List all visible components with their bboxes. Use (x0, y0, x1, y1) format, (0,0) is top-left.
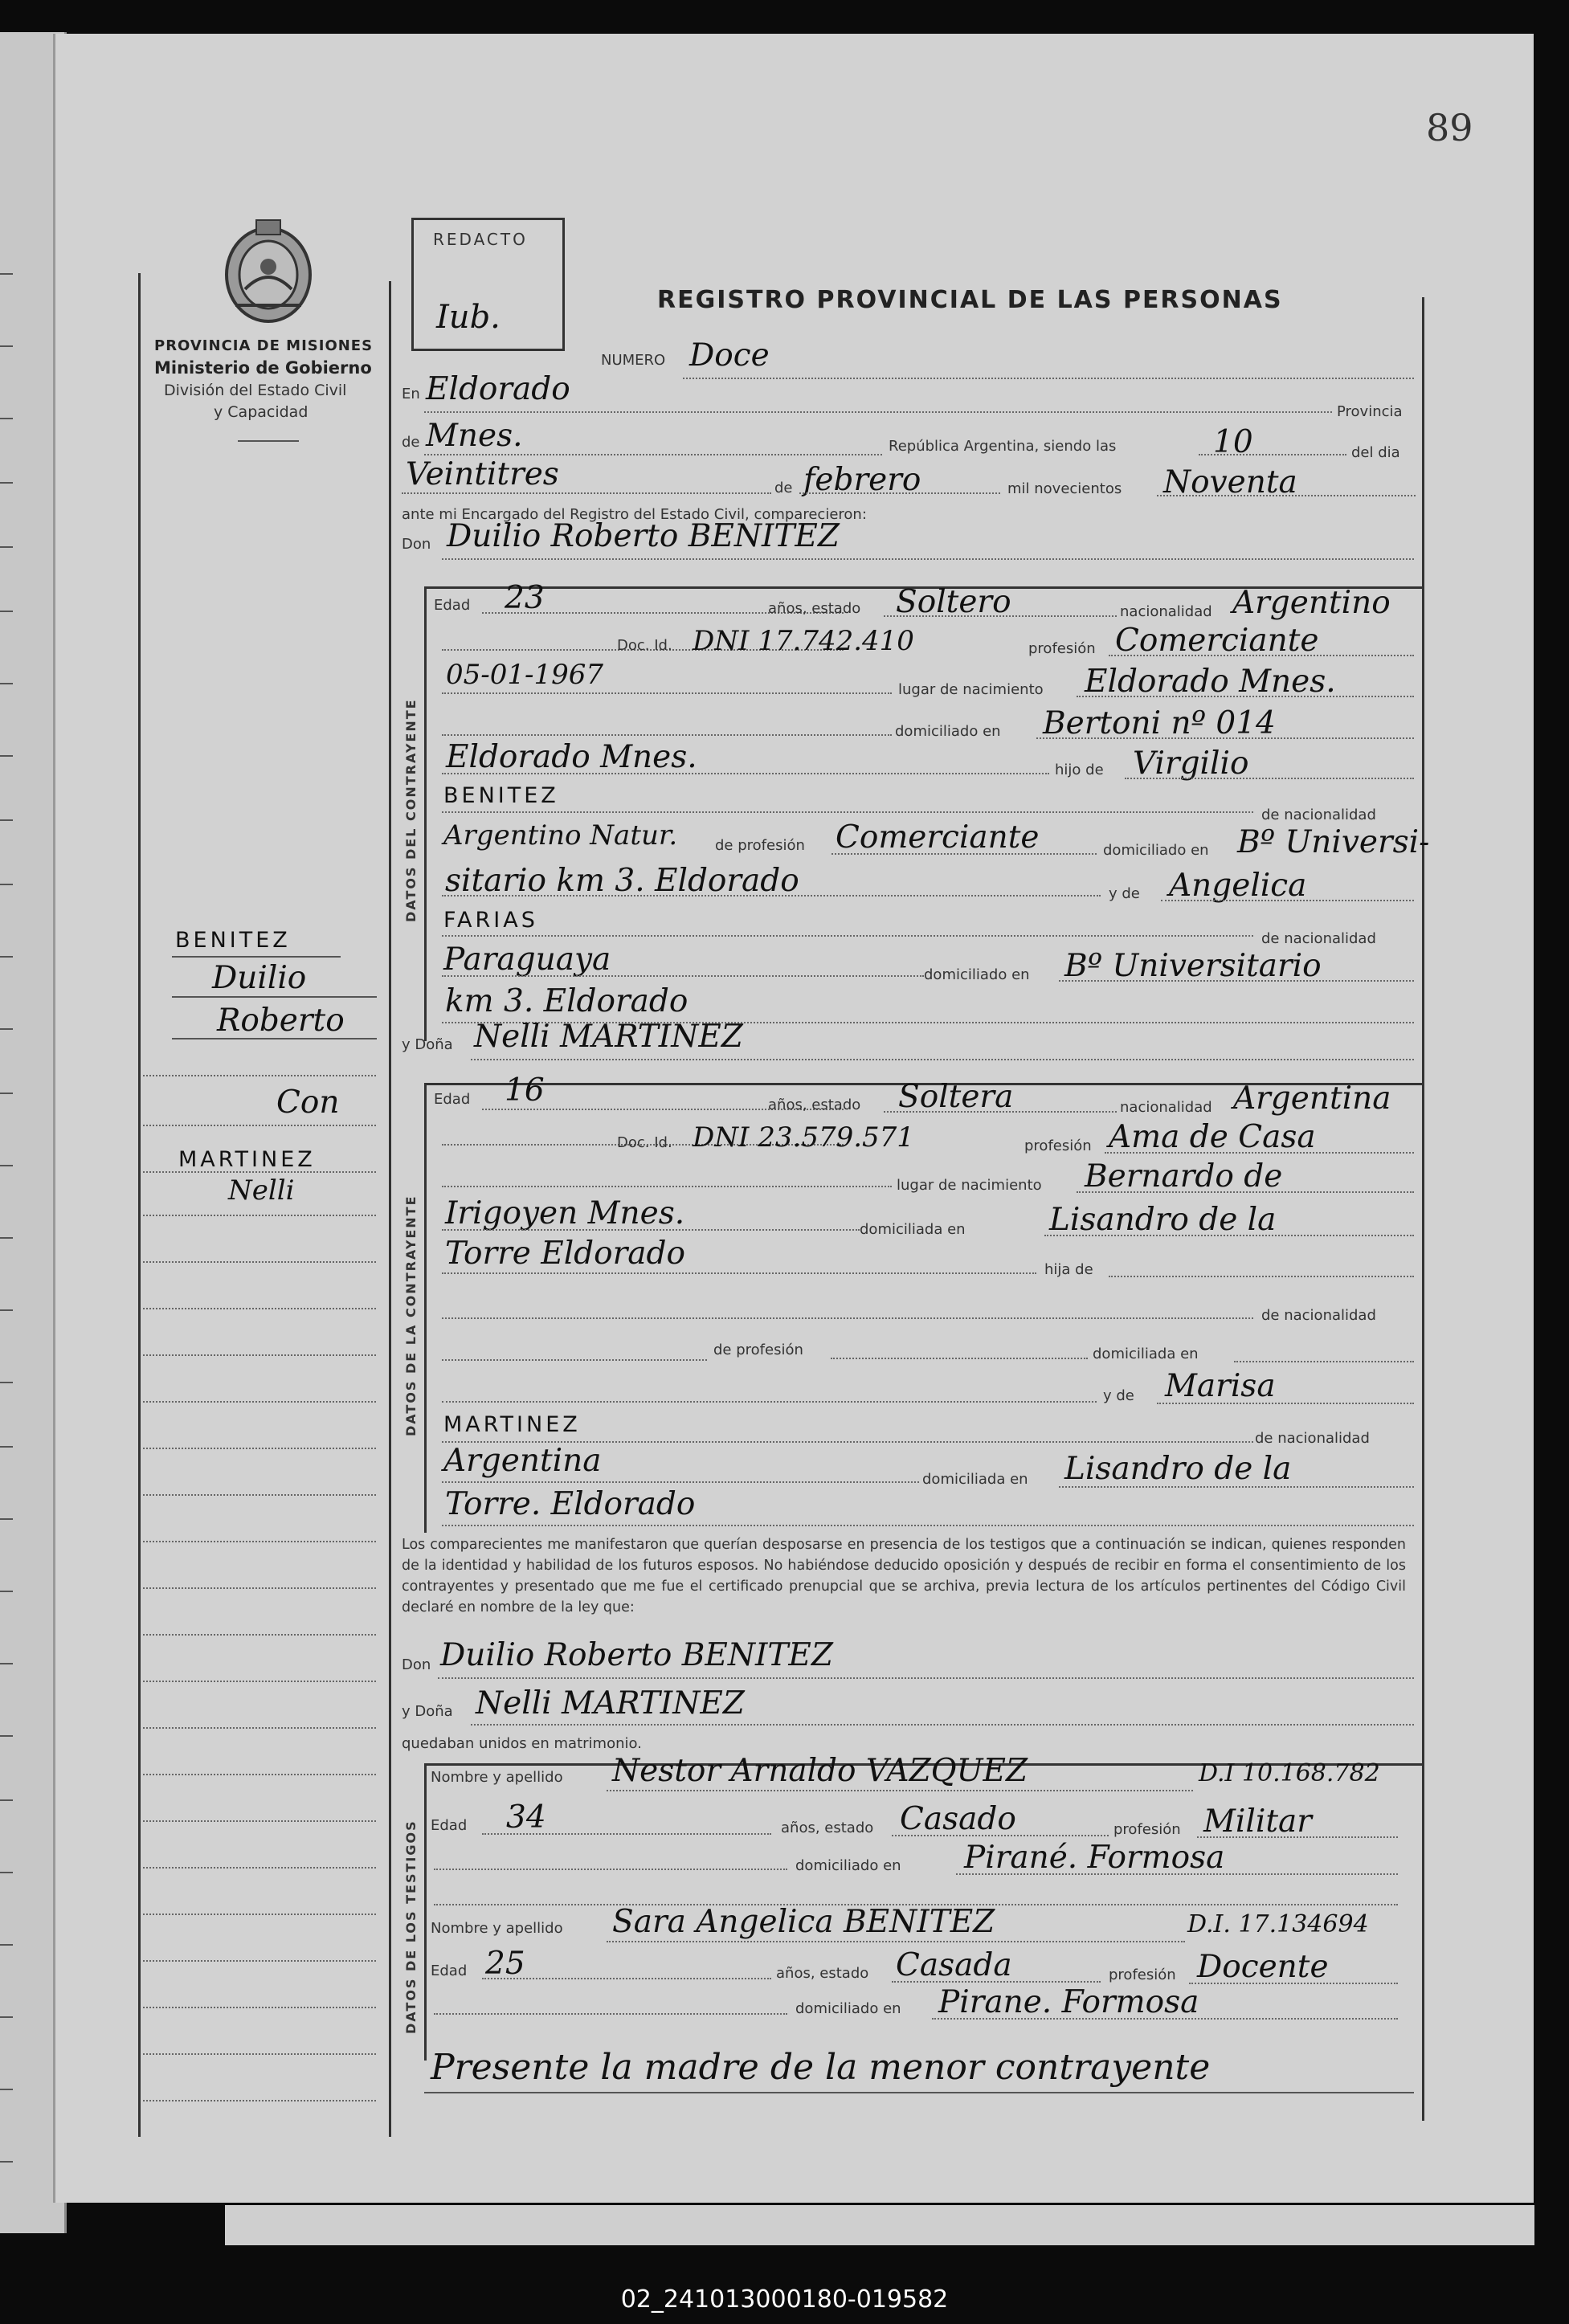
bride-lugar-nac-2: Irigoyen Mnes. (445, 1195, 685, 1231)
label-domiciliado-w1: domiciliado en (795, 1857, 901, 1874)
label-republica: República Argentina, siendo las (889, 438, 1117, 455)
groom-madre-nombre: Angelica (1169, 868, 1307, 904)
label-domiciliada-en: domiciliada en (860, 1221, 966, 1238)
witness2-nombre: Sara Angelica BENITEZ (612, 1904, 995, 1940)
margin-note-surname: BENITEZ (175, 928, 291, 953)
label-hijo-de: hijo de (1055, 762, 1104, 778)
value-dona: Nelli MARTINEZ (474, 1019, 743, 1055)
witness1-estado: Casado (900, 1801, 1016, 1837)
groom-madre-domicilio: Bº Universitario (1064, 948, 1322, 984)
bride-madre-nombre: Marisa (1165, 1368, 1276, 1404)
redacto-label: REDACTO (433, 230, 528, 249)
bride-edad: 16 (505, 1072, 545, 1109)
bride-domicilio: Lisandro de la (1049, 1202, 1277, 1238)
groom-nacionalidad: Argentino (1232, 585, 1391, 621)
value-numero: Doce (689, 337, 770, 374)
label-edad-w1: Edad (431, 1817, 468, 1834)
label-domiciliada-en-2: domiciliada en (1093, 1346, 1199, 1362)
label-de-profesion-2: de profesión (713, 1342, 803, 1358)
label-profesion-w2: profesión (1109, 1967, 1176, 1983)
label-de: de (402, 434, 420, 451)
value-don: Duilio Roberto BENITEZ (447, 518, 840, 554)
label-numero: NUMERO (601, 352, 666, 369)
division-line-1: División del Estado Civil (164, 382, 347, 399)
margin-note-second: Roberto (217, 1003, 345, 1039)
page-bottom-strip (225, 2205, 1534, 2245)
bride-estado: Soltera (898, 1079, 1014, 1115)
label-anos-estado-2: años, estado (768, 1097, 861, 1113)
coat-of-arms-icon (221, 217, 316, 325)
groom-profesion: Comerciante (1115, 623, 1319, 659)
page-number: 89 (1426, 106, 1473, 149)
label-profesion-2: profesión (1024, 1137, 1092, 1154)
bride-domicilio-2: Torre Eldorado (445, 1236, 685, 1272)
label-ante-mi: ante mi Encargado del Registro del Estado Civil, comparecieron: (402, 506, 867, 523)
label-edad: Edad (434, 597, 471, 614)
division-line-2: y Capacidad (214, 403, 308, 421)
groom-estado: Soltero (896, 584, 1011, 620)
label-doc-id-2: Doc. Id. (617, 1134, 672, 1151)
witness2-estado: Casada (896, 1947, 1012, 1983)
ministry-header: Ministerio de Gobierno (154, 358, 372, 378)
label-dona: y Doña (402, 1036, 453, 1053)
bride-madre-nacionalidad: Argentina (443, 1443, 602, 1479)
groom-padre-profesion: Comerciante (836, 819, 1040, 856)
groom-domicilio-2: Eldorado Mnes. (446, 739, 697, 775)
witness2-profesion: Docente (1197, 1949, 1329, 1985)
value-mes: febrero (803, 462, 921, 498)
label-nacionalidad: nacionalidad (1120, 603, 1212, 620)
final-don: Duilio Roberto BENITEZ (440, 1637, 834, 1673)
label-y-de-2: y de (1103, 1387, 1134, 1404)
label-domiciliado-en-2: domiciliado en (1103, 842, 1209, 859)
margin-note-first: Duilio (212, 960, 307, 996)
value-dia: Veintitres (406, 456, 559, 492)
groom-fecha-nac: 05-01-1967 (446, 659, 604, 691)
scan-id-footer: 02_241013000180-019582 (620, 2285, 949, 2314)
label-de-mes: de (774, 480, 793, 496)
label-domiciliado-en-3: domiciliado en (924, 966, 1030, 983)
label-de-nacionalidad-1: de nacionalidad (1261, 807, 1376, 823)
redacto-value: Iub. (436, 299, 501, 336)
province-header: PROVINCIA DE MISIONES (154, 337, 374, 354)
margin-note-con: Con (276, 1084, 340, 1121)
label-anos-estado: años, estado (768, 600, 861, 617)
groom-madre-apellido: FARIAS (443, 908, 538, 933)
label-don-final: Don (402, 1656, 431, 1673)
bride-madre-domicilio: Lisandro de la (1064, 1451, 1292, 1487)
witness1-nombre: Nestor Arnaldo VAZQUEZ (612, 1753, 1028, 1789)
groom-padre-domicilio-2: sitario km 3. Eldorado (445, 863, 799, 899)
label-don: Don (402, 536, 431, 553)
label-edad-2: Edad (434, 1091, 471, 1108)
label-provincia: Provincia (1337, 403, 1403, 420)
label-edad-w2: Edad (431, 1963, 468, 1979)
witness2-edad: 25 (485, 1946, 525, 1982)
label-del-dia: del dia (1351, 444, 1400, 461)
bride-lugar-nac: Bernardo de (1085, 1158, 1283, 1195)
label-de-nacionalidad-3: de nacionalidad (1261, 1307, 1376, 1324)
label-de-profesion-1: de profesión (715, 837, 805, 854)
groom-madre-nacionalidad: Paraguaya (443, 941, 611, 978)
value-anio: Noventa (1163, 464, 1297, 500)
label-profesion: profesión (1028, 640, 1096, 657)
witness1-edad: 34 (506, 1799, 546, 1836)
label-y-de-1: y de (1109, 885, 1140, 902)
margin-note-bride-surname: MARTINEZ (178, 1147, 316, 1172)
margin-note-bride-first: Nelli (228, 1174, 295, 1207)
value-de: Mnes. (426, 418, 523, 454)
bride-madre-apellido: MARTINEZ (443, 1412, 581, 1437)
label-quedaban: quedaban unidos en matrimonio. (402, 1735, 642, 1752)
witness2-domicilio: Pirane. Formosa (938, 1984, 1199, 2020)
groom-padre-apellido: BENITEZ (443, 783, 559, 808)
label-nombre-apellido-2: Nombre y apellido (431, 1920, 563, 1937)
groom-lugar-nac: Eldorado Mnes. (1085, 664, 1336, 700)
groom-padre-nombre: Virgilio (1133, 745, 1249, 782)
redacto-box (411, 218, 565, 351)
groom-domicilio: Bertoni nº 014 (1043, 705, 1276, 741)
groom-edad: 23 (505, 580, 545, 616)
witness1-domicilio: Pirané. Formosa (964, 1840, 1225, 1876)
witness1-doc: D.I 10.168.782 (1199, 1759, 1380, 1787)
document-title: REGISTRO PROVINCIAL DE LAS PERSONAS (657, 286, 1283, 314)
bride-profesion: Ama de Casa (1109, 1119, 1316, 1155)
legal-paragraph: Los comparecientes me manifestaron que querían desposarse en presencia de los testigos que a continuación se indican, quienes responden de la identidad y habilidad de los futuros esposos. No habiéndose deducido oposición y después de recibir en forma el consentimiento de los contrayentes y presentado que me fue el certificado prenupcial que se archiva, previa lectura de los artículos pertinentes del Código Civil declaré en nombre de la ley que: (402, 1537, 1406, 1615)
label-lugar-nacimiento: lugar de nacimiento (898, 681, 1044, 698)
handwritten-note: Presente la madre de la menor contrayente (431, 2047, 1211, 2088)
label-domiciliado-en: domiciliado en (895, 723, 1001, 740)
label-domiciliado-w2: domiciliado en (795, 2000, 901, 2017)
groom-padre-nacionalidad: Argentino Natur. (443, 819, 678, 852)
label-nacionalidad-2: nacionalidad (1120, 1099, 1212, 1116)
label-datos-contrayente: DATOS DEL CONTRAYENTE (403, 698, 419, 922)
label-nombre-apellido-1: Nombre y apellido (431, 1769, 563, 1786)
label-domiciliada-en-3: domiciliada en (922, 1471, 1028, 1488)
witness2-doc: D.I. 17.134694 (1187, 1910, 1369, 1938)
label-hija-de: hija de (1044, 1261, 1093, 1278)
label-en: En (402, 386, 420, 402)
label-mil-novecientos: mil novecientos (1007, 480, 1122, 497)
label-de-nacionalidad-4: de nacionalidad (1255, 1430, 1370, 1447)
label-lugar-nacimiento-2: lugar de nacimiento (897, 1177, 1042, 1194)
label-estado-w2: años, estado (776, 1965, 869, 1982)
bride-madre-domicilio-2: Torre. Eldorado (445, 1486, 696, 1522)
value-en: Eldorado (426, 371, 570, 407)
value-hora: 10 (1213, 424, 1253, 460)
groom-doc: DNI 17.742.410 (693, 625, 914, 657)
label-datos-contrayenta: DATOS DE LA CONTRAYENTE (403, 1195, 419, 1436)
final-dona: Nelli MARTINEZ (476, 1685, 745, 1722)
witness1-profesion: Militar (1203, 1803, 1312, 1840)
label-dona-final: y Doña (402, 1703, 453, 1720)
bride-nacionalidad: Argentina (1233, 1080, 1391, 1117)
label-profesion-w1: profesión (1113, 1821, 1181, 1838)
label-de-nacionalidad-2: de nacionalidad (1261, 930, 1376, 947)
bride-doc: DNI 23.579.571 (693, 1121, 914, 1154)
label-datos-testigos: DATOS DE LOS TESTIGOS (403, 1820, 419, 2034)
groom-madre-domicilio-2: km 3. Eldorado (445, 983, 688, 1019)
groom-padre-domicilio: Bº Universi- (1237, 824, 1430, 860)
label-doc-id: Doc. Id. (617, 637, 672, 654)
label-estado-w1: años, estado (781, 1820, 874, 1836)
